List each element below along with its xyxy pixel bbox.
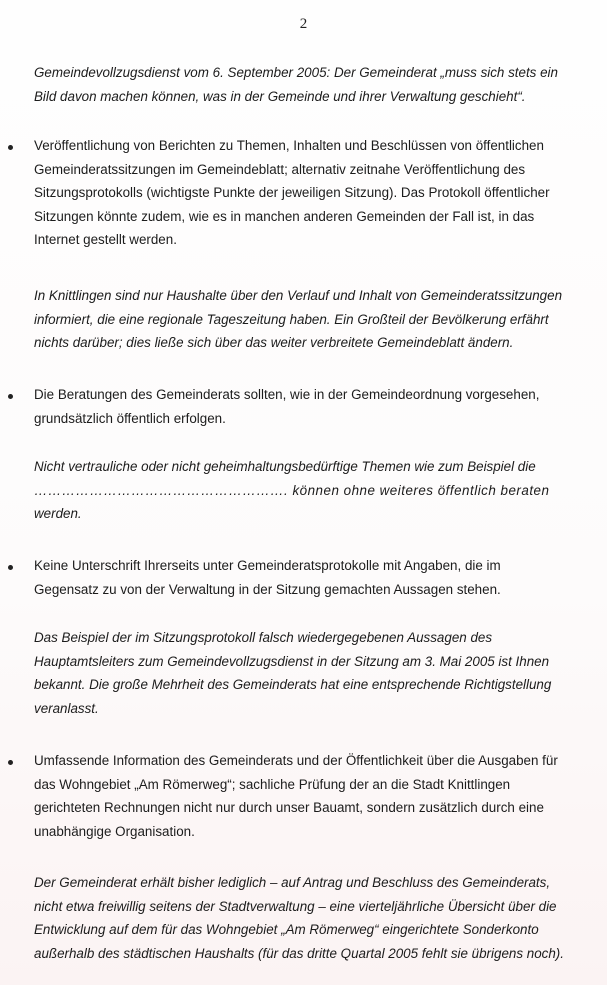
- item-note-line: bekannt. Die große Mehrheit des Gemeinderats hat eine entsprechende Richtigstellung: [34, 677, 552, 692]
- item-text-line: unabhängige Organisation.: [34, 823, 195, 839]
- item-note: [34, 284, 594, 355]
- item-text-line: Umfassende Information des Gemeinderats und der Öffentlichkeit über die Ausgaben für: [34, 753, 558, 768]
- list-item: [34, 749, 594, 843]
- item-note: [34, 455, 594, 526]
- item-note-line: werden.: [34, 506, 82, 521]
- intro-quote-line: Bild davon machen können, was in der Gemeinde und ihrer Verwaltung geschieht“.: [34, 88, 526, 104]
- item-text-line: grundsätzlich öffentlich erfolgen.: [34, 410, 226, 426]
- bullet-icon: [8, 565, 13, 570]
- item-text-line: Gemeinderatssitzungen im Gemeindeblatt; alternativ zeitnahe Veröffentlichung des: [34, 161, 526, 177]
- item-note-line: In Knittlingen sind nur Haushalte über den Verlauf und Inhalt von Gemeinderatssitzungen: [34, 288, 563, 303]
- item-note-line: informiert, die eine regionale Tageszeitung haben. Ein Großteil der Bevölkerung erfährt: [34, 311, 549, 327]
- item-text-line: gerichteten Rechnungen nicht nur durch unser Bauamt, sondern zusätzlich durch eine: [34, 800, 544, 815]
- intro-quote-line: Gemeindevollzugsdienst vom 6. September 2005: Der Gemeinderat „muss sich stets ein: [34, 65, 558, 80]
- item-text-line: Die Beratungen des Gemeinderats sollten, wie in der Gemeindeordnung vorgesehen,: [34, 387, 540, 402]
- item-note: [34, 626, 594, 720]
- bullet-icon: [8, 145, 13, 150]
- item-text-line: Internet gestellt werden.: [34, 232, 177, 247]
- item-note-line: Entwicklung auf dem für das Wohngebiet „Am Römerweg“ eingerichtete Sonderkonto: [34, 922, 539, 937]
- intro-quote: [34, 61, 594, 108]
- item-note-line: ………………………………………………. können ohne weiteres öffentlich beraten: [34, 482, 550, 498]
- item-note-line: außerhalb des städtischen Haushalts (für das dritte Quartal 2005 fehlt sie übrigens noch).: [34, 945, 564, 961]
- item-note-line: Hauptamtsleiters zum Gemeindevollzugsdienst in der Sitzung am 3. Mai 2005 ist Ihnen: [34, 653, 550, 669]
- item-text-line: Veröffentlichung von Berichten zu Themen, Inhalten und Beschlüssen von öffentlichen: [34, 138, 544, 153]
- item-text-line: Sitzungsprotokolls (wichtigste Punkte der jeweiligen Sitzung). Das Protokoll öffentlicher: [34, 185, 550, 200]
- item-note-line: nichts darüber; dies ließe sich über das weiter verbreitete Gemeindeblatt ändern.: [34, 335, 514, 350]
- item-note-line: nicht etwa freiwillig seitens der Stadtverwaltung – eine vierteljährliche Übersicht über die: [34, 898, 557, 914]
- list-item: [34, 554, 594, 601]
- bullet-icon: [8, 394, 13, 399]
- item-note-line: veranlasst.: [34, 700, 99, 716]
- item-text-line: Gegensatz zu von der Verwaltung in der Sitzung gemachten Aussagen stehen.: [34, 581, 501, 597]
- item-text-line: Keine Unterschrift Ihrerseits unter Gemeinderatsprotokolle mit Angaben, die im: [34, 558, 501, 573]
- item-text-line: Sitzungen könnte zudem, wie es in manchen anderen Gemeinden der Fall ist, in das: [34, 208, 535, 224]
- list-item: [34, 134, 594, 252]
- page-number: 2: [299, 16, 308, 32]
- bullet-icon: [8, 760, 13, 765]
- item-note-line: Das Beispiel der im Sitzungsprotokoll falsch wiedergegebenen Aussagen des: [34, 630, 493, 645]
- item-text-line: das Wohngebiet „Am Römerweg“; sachliche Prüfung der an die Stadt Knittlingen: [34, 776, 511, 792]
- item-note-line: Der Gemeinderat erhält bisher lediglich – auf Antrag und Beschluss des Gemeinderats,: [34, 875, 551, 890]
- item-note-line: Nicht vertrauliche oder nicht geheimhaltungsbedürftige Themen wie zum Beispiel die: [34, 459, 536, 474]
- list-item: [34, 383, 594, 430]
- item-note: [34, 871, 594, 965]
